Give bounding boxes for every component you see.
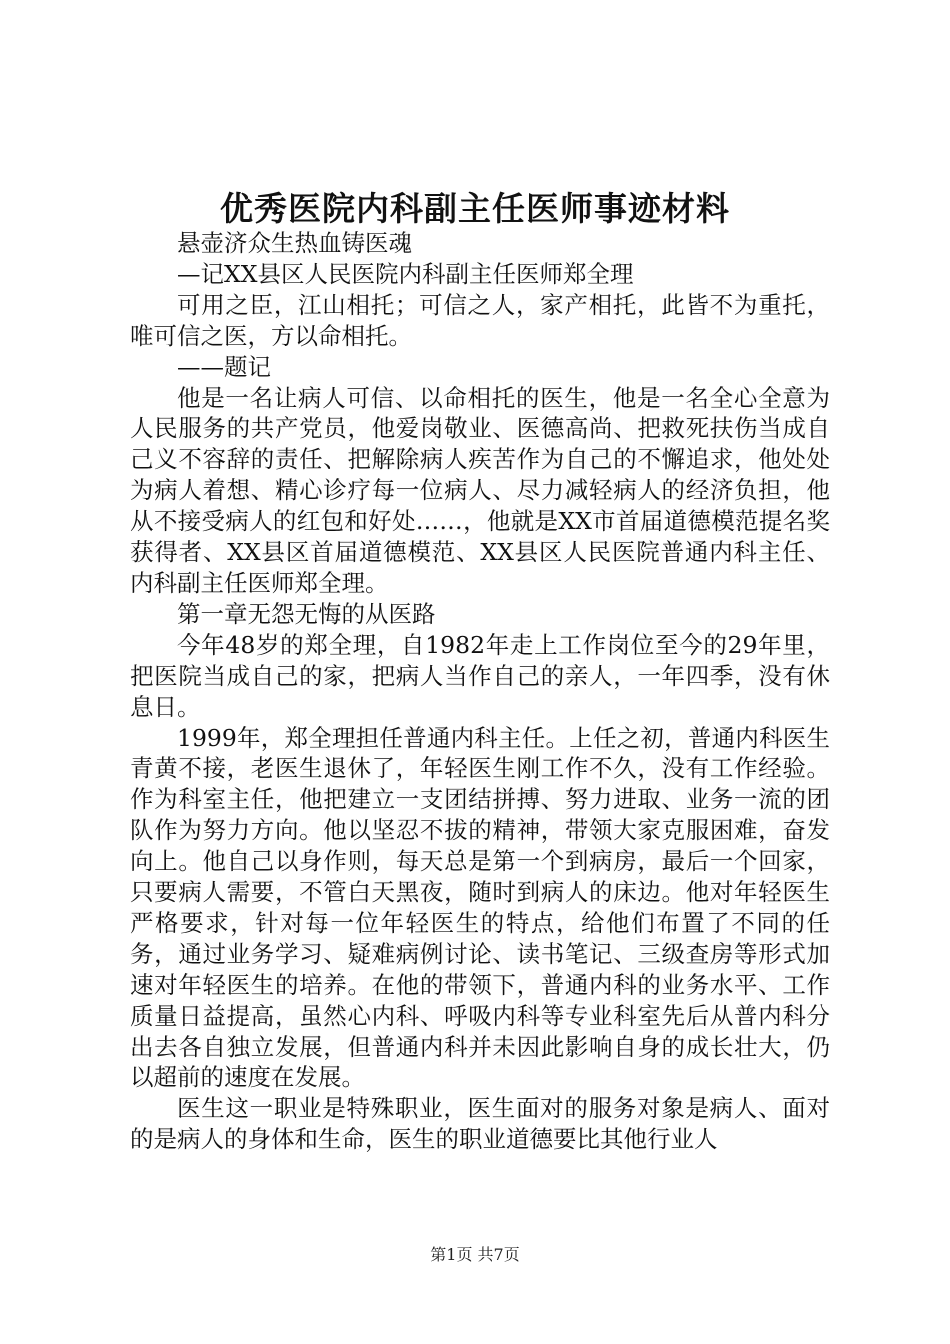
body-paragraph: 医生这一职业是特殊职业，医生面对的服务对象是病人、面对的是病人的身体和生命，医生的职业道德要比其他行业人	[130, 1094, 830, 1154]
chapter-heading: 第一章无怨无悔的从医路	[177, 599, 436, 628]
epigraph-paragraph: 可用之臣，江山相托；可信之人，家产相托，此皆不为重托，唯可信之医，方以命相托。	[130, 290, 830, 350]
document-body	[130, 228, 830, 1155]
epigraph-attribution: ——题记	[177, 352, 271, 381]
document-title: 优秀医院内科副主任医师事迹材料	[220, 189, 730, 228]
page-footer: 第1页 共7页	[430, 1245, 520, 1264]
subtitle-byline: —记XX县区人民医院内科副主任医师郑全理	[177, 259, 634, 288]
body-paragraph: 今年48岁的郑全理，自1982年走上工作岗位至今的29年里，把医院当成自己的家，把病人当作自己的亲人，一年四季，没有休息日。	[130, 630, 830, 721]
subtitle-line: 悬壶济众生热血铸医魂	[177, 229, 412, 257]
intro-paragraph: 他是一名让病人可信、以命相托的医生，他是一名全心全意为人民服务的共产党员，他爱岗敬业、医德高尚、把救死扶伤当成自己义不容辞的责任、把解除病人疾苦作为自己的不懈追求，他处处为病人着想、精心诊疗每一位病人、尽力减轻病人的经济负担，他从不接受病人的红包和好处……，他就是XX市首届道德模范提名奖获得者、XX县区首届道德模范、XX县区人民医院普通内科主任、内科副主任医师郑全理。	[130, 383, 830, 597]
body-paragraph: 1999年，郑全理担任普通内科主任。上任之初，普通内科医生青黄不接，老医生退休了，年轻医生刚工作不久，没有工作经验。作为科室主任，他把建立一支团结拼搏、努力进取、业务一流的团队作为努力方向。他以坚忍不拔的精神，带领大家克服困难，奋发向上。他自己以身作则，每天总是第一个到病房，最后一个回家，只要病人需要，不管白天黑夜，随时到病人的床边。他对年轻医生严格要求，针对每一位年轻医生的特点，给他们布置了不同的任务，通过业务学习、疑难病例讨论、读书笔记、三级查房等形式加速对年轻医生的培养。在他的带领下，普通内科的业务水平、工作质量日益提高，虽然心内科、呼吸内科等专业科室先后从普内科分出去各自独立发展，但普通内科并未因此影响自身的成长壮大，仍以超前的速度在发展。	[130, 723, 830, 1092]
